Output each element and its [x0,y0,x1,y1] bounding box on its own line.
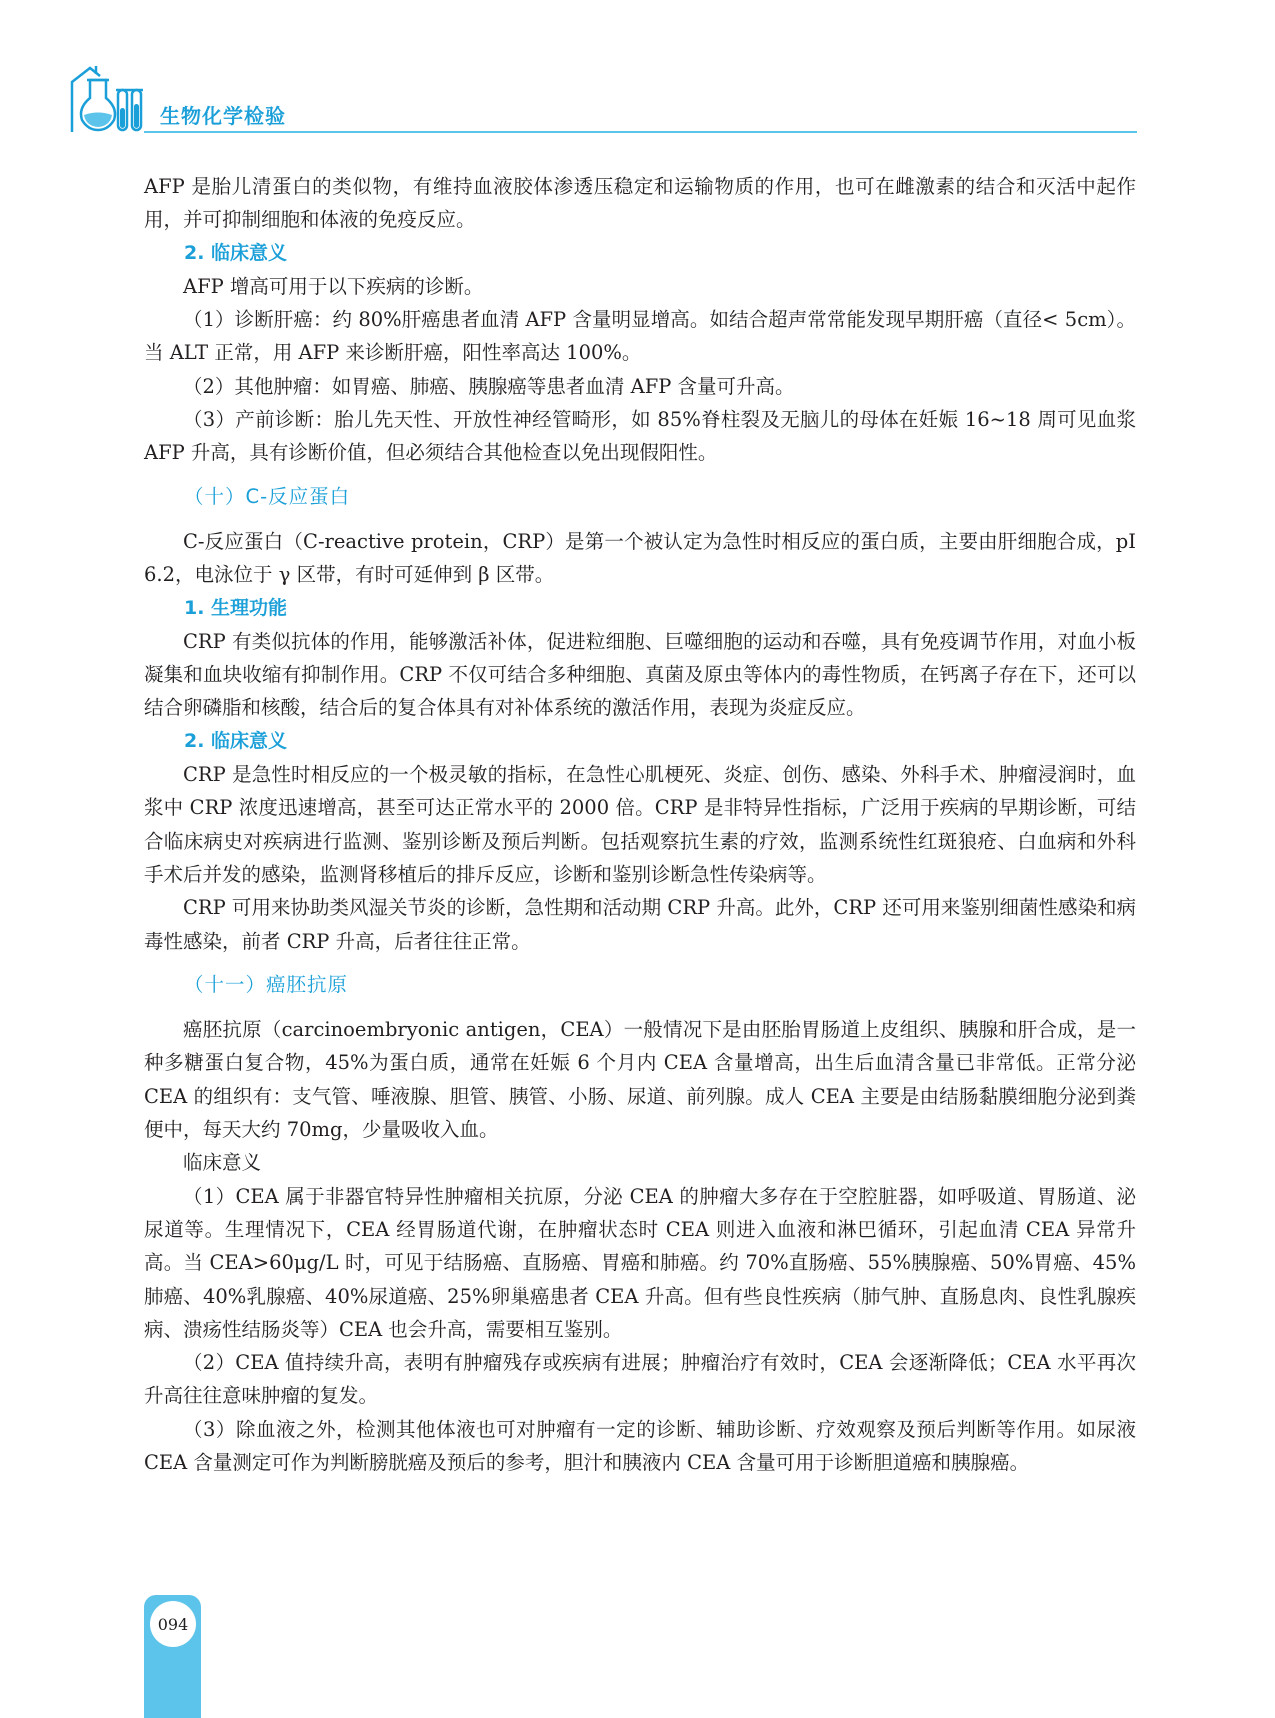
chapter-subheading: （十一）癌胚抗原 [184,972,349,996]
paragraph: CRP 是急性时相反应的一个极灵敏的指标，在急性心肌梗死、炎症、创伤、感染、外科手术、肿瘤浸润时，血浆中 CRP 浓度迅速增高，甚至可达正常水平的 2000 倍。CRP 是非特异性指标，广泛用于疾病的早期诊断，可结合临床病史对疾病进行监测、鉴别诊断及预后判断。包括观察抗生素的疗效，监测系统性红斑狼疮、白血病和外科手术后并发的感染，监测肾移植后的排斥反应，诊断和鉴别诊断急性传染病等。 [144,763,1136,886]
paragraph: CRP 有类似抗体的作用，能够激活补体，促进粒细胞、巨噬细胞的运动和吞噬，具有免疫调节作用，对血小板凝集和血块收缩有抑制作用。CRP 不仅可结合多种细胞、真菌及原虫等体内的毒性物质，在钙离子存在下，还可以结合卵磷脂和核酸，结合后的复合体具有对补体系统的激活作用，表现为炎症反应。 [144,629,1136,720]
paragraph: （1）CEA 属于非器官特异性肿瘤相关抗原，分泌 CEA 的肿瘤大多存在于空腔脏器，如呼吸道、胃肠道、泌尿道等。生理情况下，CEA 经胃肠道代谢，在肿瘤状态时 CEA 则进入血液和淋巴循环，引起血清 CEA 异常升高。当 CEA>60μg/L 时，可见于结肠癌、直肠癌、胃癌和肺癌。约 70%直肠癌、55%胰腺癌、50%胃癌、45%肺癌、40%乳腺癌、40%尿道癌、25%卵巢癌患者 CEA 升高。但有些良性疾病（肺气肿、直肠息肉、良性乳腺疾病、溃疡性结肠炎等）CEA 也会升高，需要相互鉴别。 [144,1184,1136,1341]
paragraph: （2）其他肿瘤：如胃癌、肺癌、胰腺癌等患者血清 AFP 含量可升高。 [183,374,795,398]
section-heading: 2. 临床意义 [184,729,288,752]
section-heading: 2. 临床意义 [184,241,288,264]
paragraph: 临床意义 [183,1151,262,1175]
paragraph: AFP 增高可用于以下疾病的诊断。 [183,274,484,298]
book-title: 生物化学检验 [160,104,286,128]
paragraph: （1）诊断肝癌：约 80%肝癌患者血清 AFP 含量明显增高。如结合超声常常能发现早期肝癌（直径< 5cm）。当 ALT 正常，用 AFP 来诊断肝癌，阳性率高达 100%。 [144,308,1136,365]
header-divider [144,131,1137,133]
section-heading: 1. 生理功能 [184,596,288,619]
paragraph: （3）除血液之外，检测其他体液也可对肿瘤有一定的诊断、辅助诊断、疗效观察及预后判断等作用。如尿液 CEA 含量测定可作为判断膀胱癌及预后的参考，胆汁和胰液内 CEA 含量可用于诊断胆道癌和胰腺癌。 [144,1417,1136,1474]
flask-tubes-icon [68,60,146,134]
paragraph: AFP 是胎儿清蛋白的类似物，有维持血液胶体渗透压稳定和运输物质的作用，也可在雌激素的结合和灭活中起作用，并可抑制细胞和体液的免疫反应。 [144,175,1136,232]
chapter-subheading: （十）C-反应蛋白 [184,484,351,508]
paragraph: （2）CEA 值持续升高，表明有肿瘤残存或疾病有进展；肿瘤治疗有效时，CEA 会逐渐降低；CEA 水平再次升高往往意味肿瘤的复发。 [144,1351,1136,1408]
paragraph: 癌胚抗原（carcinoembryonic antigen，CEA）一般情况下是由胚胎胃肠道上皮组织、胰腺和肝合成，是一种多糖蛋白复合物，45%为蛋白质，通常在妊娠 6 个月内 CEA 含量增高，出生后血清含量已非常低。正常分泌 CEA 的组织有：支气管、唾液腺、胆管、胰管、小肠、尿道、前列腺。成人 CEA 主要是由结肠黏膜细胞分泌到粪便中，每天大约 70mg，少量吸收入血。 [144,1018,1136,1142]
paragraph: CRP 可用来协助类风湿关节炎的诊断，急性期和活动期 CRP 升高。此外，CRP 还可用来鉴别细菌性感染和病毒性感染，前者 CRP 升高，后者往往正常。 [144,896,1136,953]
paragraph: （3）产前诊断：胎儿先天性、开放性神经管畸形，如 85%脊柱裂及无脑儿的母体在妊娠 16~18 周可见血浆 AFP 升高，具有诊断价值，但必须结合其他检查以免出现假阳性。 [144,408,1136,465]
paragraph: C-反应蛋白（C-reactive protein，CRP）是第一个被认定为急性时相反应的蛋白质，主要由肝细胞合成，pI 6.2，电泳位于 γ 区带，有时可延伸到 β 区带。 [144,529,1136,587]
page-number: 094 [150,1601,196,1647]
page-content [144,170,1136,1479]
